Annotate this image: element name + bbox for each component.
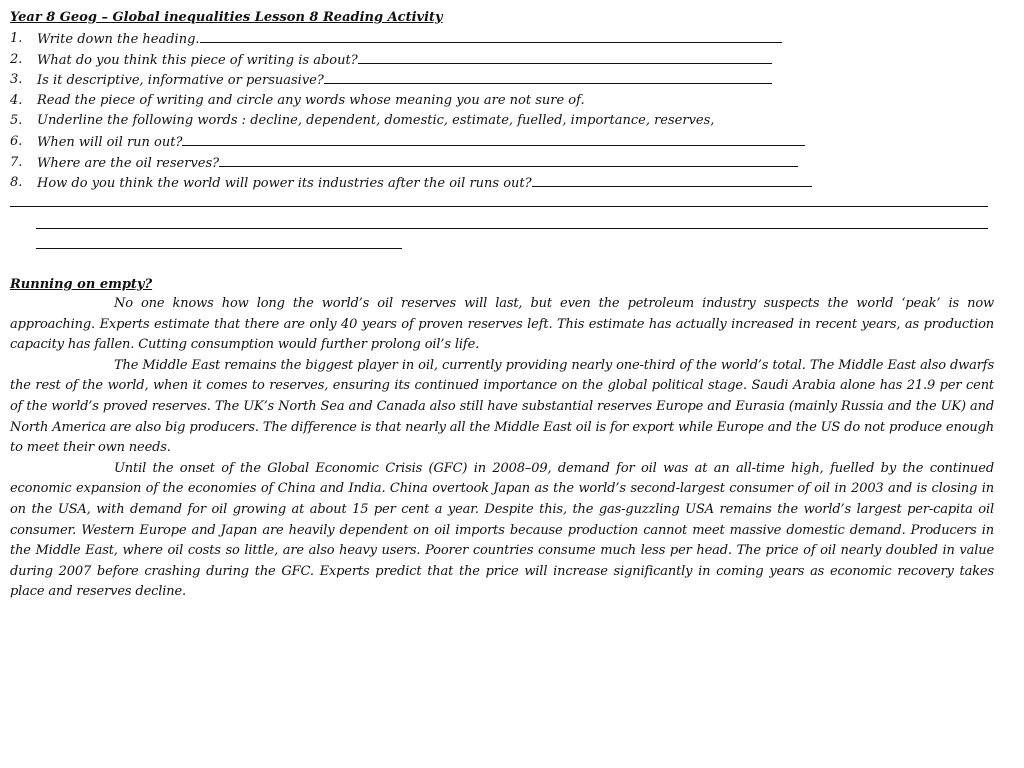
answer-line[interactable] [10, 206, 988, 207]
question-text: Write down the heading. [37, 29, 782, 50]
question-number: 7. [10, 154, 23, 170]
question-number: 6. [10, 133, 23, 149]
question-text: Read the piece of writing and circle any words whose meaning you are not sure of. [37, 92, 585, 108]
question-item-7 [10, 153, 1000, 174]
question-list [10, 29, 1000, 194]
question-item-1 [10, 29, 1000, 50]
question-item-6 [10, 132, 1000, 153]
question-text: What do you think this piece of writing is about? [37, 50, 772, 71]
answer-line[interactable] [36, 228, 988, 229]
question-item-8 [10, 173, 1000, 194]
question-number: 8. [10, 175, 23, 191]
question-number: 3. [10, 72, 23, 88]
paragraph: Until the onset of the Global Economic Crisis (GFC) in 2008–09, demand for oil was at an all-time high, fuelled by the continued economic expansion of the economies of China and India. China overtook Japan as the world’s second-largest consumer of oil in 2003 and is closing in on the USA, with demand for oil growing at about 15 per cent a year. Despite this, the gas-guzzling USA remains the world’s largest per-capita oil consumer. Western Europe and Japan are heavily dependent on oil imports because production cannot meet massive domestic demand. Producers in the Middle East, where oil costs so little, are also heavy users. Poorer countries consume much less per head. The price of oil nearly doubled in value during 2007 before crashing during the GFC. Experts predict that the price will increase significantly in coming years as economic recovery takes place and reserves decline. [10, 460, 994, 600]
question-number: 1. [10, 31, 23, 46]
answer-line[interactable] [532, 173, 812, 187]
question-text: How do you think the world will power its industries after the oil runs out? [37, 173, 812, 194]
question-text: Is it descriptive, informative or persuasive? [37, 70, 772, 91]
answer-line[interactable] [219, 153, 798, 167]
answer-line[interactable] [36, 248, 402, 249]
reading-heading: Running on empty? [10, 277, 153, 292]
question-text: When will oil run out? [37, 132, 805, 153]
paragraph: No one knows how long the world’s oil reserves will last, but even the petroleum industry suspects the world ‘peak’ is now approaching. Experts estimate that there are only 40 years of proven reserves left. This estimate has actually increased in recent years, as production capacity has fallen. Cutting consumption would further prolong oil’s life. [10, 296, 994, 353]
question-text: Underline the following words : decline, dependent, domestic, estimate, fuelled, importance, reserves, [37, 113, 715, 129]
question-item-4 [10, 91, 1000, 112]
question-number: 5. [10, 113, 23, 129]
question-item-3 [10, 70, 1000, 91]
answer-line[interactable] [324, 70, 772, 84]
worksheet-title: Year 8 Geog – Global inequalities Lesson 8 Reading Activity [10, 10, 443, 25]
reading-passage [10, 294, 994, 603]
question-number: 2. [10, 51, 23, 67]
question-number: 4. [10, 92, 23, 108]
question-item-5 [10, 111, 1000, 132]
answer-line[interactable] [358, 50, 772, 64]
paragraph: The Middle East remains the biggest player in oil, currently providing nearly one-third of the world’s total. The Middle East also dwarfs the rest of the world, when it comes to reserves, ensuring its continued importance on the global political stage. Saudi Arabia alone has 21.9 per cent of the world’s proved reserves. The UK’s North Sea and Canada also still have substantial reserves Europe and Eurasia (mainly Russia and the UK) and North America are also big producers. The difference is that nearly all the Middle East oil is for export while Europe and the US do not produce enough to meet their own needs. [10, 357, 994, 456]
question-item-2 [10, 50, 1000, 71]
answer-line[interactable] [182, 132, 805, 146]
question-text: Where are the oil reserves? [37, 153, 798, 174]
answer-line[interactable] [200, 29, 782, 43]
